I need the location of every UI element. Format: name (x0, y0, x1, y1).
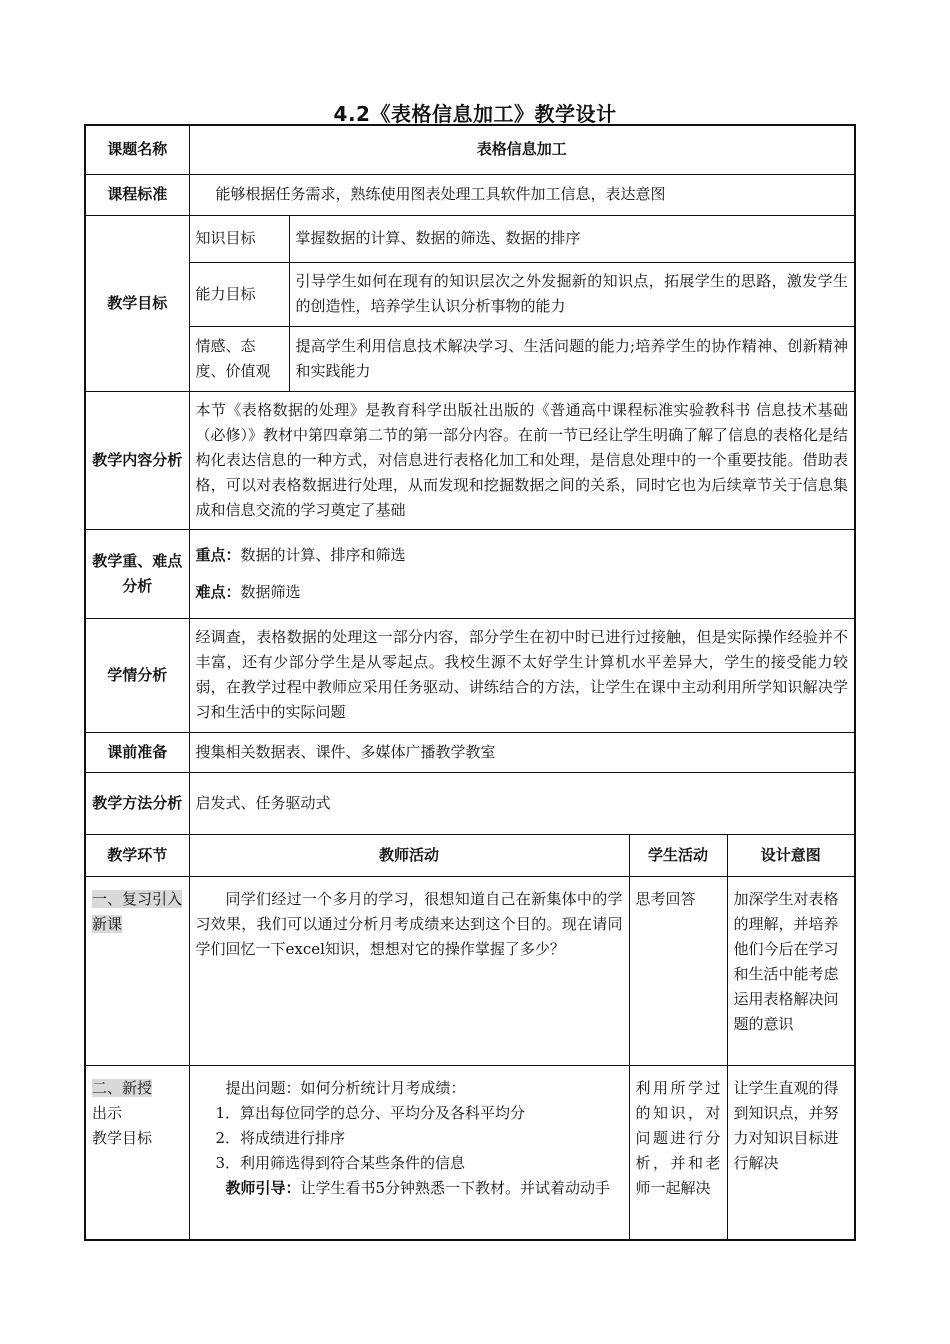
teacher-2-item-1: 1．算出每位同学的总分、平均分及各科平均分 (215, 1103, 526, 1122)
stage-2-line1 (92, 1076, 183, 1101)
row-prep (85, 732, 855, 772)
keypoints-value (189, 529, 855, 618)
student-1: 思考回答 (629, 876, 727, 1065)
row-goal-knowledge (85, 215, 855, 262)
row-content (85, 391, 855, 529)
teacher-1-text: 同学们经过一个多月的学习，很想知道自己在新集体中的学习效果，我们可以通过分析月考成绩来达到这个目的。现在请同学们回忆一下excel知识，想想对它的操作掌握了多少？ (195, 889, 623, 958)
lesson-plan-table (84, 124, 856, 1241)
standard-value: 能够根据任务需求，熟练使用图表处理工具软件加工信息，表达意图 (189, 174, 855, 215)
teacher-2-item-2: 2．将成绩进行排序 (215, 1128, 346, 1147)
stage-2-hl: 二、新授 (92, 1078, 153, 1097)
goals-label: 教学目标 (85, 215, 189, 391)
learner-value: 经调查，表格数据的处理这一部分内容，部分学生在初中时已进行过接触，但是实际操作经验并不丰富，还有少部分学生是从零起点。我校生源不太好学生计算机水平差异大，学生的接受能力较弱，在教学过程中教师应采用任务驱动、讲练结合的方法，让学生在课中主动利用所学知识解决学习和生活中的实际问题 (189, 618, 855, 732)
goal-attitude-label: 情感、态度、价值观 (189, 326, 289, 391)
teacher-2-item-3: 3．利用筛选得到符合某些条件的信息 (215, 1153, 466, 1172)
diff-value: 数据筛选 (240, 582, 301, 601)
row-course-name (85, 125, 855, 174)
header-intent: 设计意图 (727, 834, 855, 876)
row-process-2 (85, 1065, 855, 1240)
keypoint-line (196, 543, 849, 568)
guide-value: 让学生看书5分钟熟悉一下教材。并试着动动手 (300, 1178, 611, 1197)
goal-knowledge-value: 掌握数据的计算、数据的筛选、数据的排序 (289, 215, 855, 262)
standard-label: 课程标准 (85, 174, 189, 215)
row-keypoints (85, 529, 855, 618)
course-name-value: 表格信息加工 (189, 125, 855, 174)
row-goal-ability (85, 262, 855, 326)
difficulty-line (196, 580, 849, 605)
goal-attitude-value: 提高学生利用信息技术解决学习、生活问题的能力;培养学生的协作精神、创新精神和实践能力 (289, 326, 855, 391)
prep-label: 课前准备 (85, 732, 189, 772)
prep-value: 搜集相关数据表、课件、多媒体广播教学教室 (189, 732, 855, 772)
teacher-2 (189, 1065, 629, 1240)
intent-1: 加深学生对表格的理解，并培养他们今后在学习和生活中能考虑运用表格解决问题的意识 (727, 876, 855, 1065)
header-stage: 教学环节 (85, 834, 189, 876)
goal-ability-label: 能力目标 (189, 262, 289, 326)
learner-label: 学情分析 (85, 618, 189, 732)
stage-2-line3: 教学目标 (92, 1128, 153, 1147)
guide-label: 教师引导： (225, 1178, 301, 1197)
row-process-1 (85, 876, 855, 1065)
row-standard (85, 174, 855, 215)
course-name-label: 课题名称 (85, 125, 189, 174)
stage-2 (85, 1065, 189, 1240)
key-value: 数据的计算、排序和筛选 (240, 545, 406, 564)
content-label: 教学内容分析 (85, 391, 189, 529)
intent-2: 让学生直观的得到知识点，并努力对知识目标进行解决 (727, 1065, 855, 1240)
teacher-2-guide (196, 1176, 623, 1201)
header-teacher: 教师活动 (189, 834, 629, 876)
goal-ability-value: 引导学生如何在现有的知识层次之外发掘新的知识点，拓展学生的思路，激发学生的创造性，培养学生认识分析事物的能力 (289, 262, 855, 326)
student-2: 利用所学过的知识，对问题进行分析，并和老师一起解决 (629, 1065, 727, 1240)
stage-2-line2: 出示 (92, 1103, 123, 1122)
lesson-plan-table-wrap (84, 124, 854, 1239)
page-title: 4.2《表格信息加工》教学设计 (333, 102, 617, 126)
content-value: 本节《表格数据的处理》是教育科学出版社出版的《普通高中课程标准实验教科书 信息技术基础（必修）》教材中第四章第二节的第一部分内容。在前一节已经让学生明确了解了信息的表格化是结构化表达信息的一种方式，对信息进行表格化加工和处理，是信息处理中的一个重要技能。借助表格，可以对表格数据进行处理，从而发现和挖掘数据之间的关系，同时它也为后续章节关于信息集成和信息交流的学习奠定了基础 (189, 391, 855, 529)
stage-1-text: 一、复习引入新课 (92, 889, 183, 933)
header-student: 学生活动 (629, 834, 727, 876)
teacher-1 (189, 876, 629, 1065)
method-label: 教学方法分析 (85, 772, 189, 834)
teacher-2-intro: 提出问题：如何分析统计月考成绩： (225, 1078, 466, 1097)
row-process-header (85, 834, 855, 876)
diff-label: 难点： (195, 582, 241, 601)
keypoints-label: 教学重、难点分析 (85, 529, 189, 618)
row-goal-attitude (85, 326, 855, 391)
key-label: 重点： (195, 545, 241, 564)
method-value: 启发式、任务驱动式 (189, 772, 855, 834)
stage-1 (85, 876, 189, 1065)
row-learner (85, 618, 855, 732)
goal-knowledge-label: 知识目标 (189, 215, 289, 262)
row-method (85, 772, 855, 834)
